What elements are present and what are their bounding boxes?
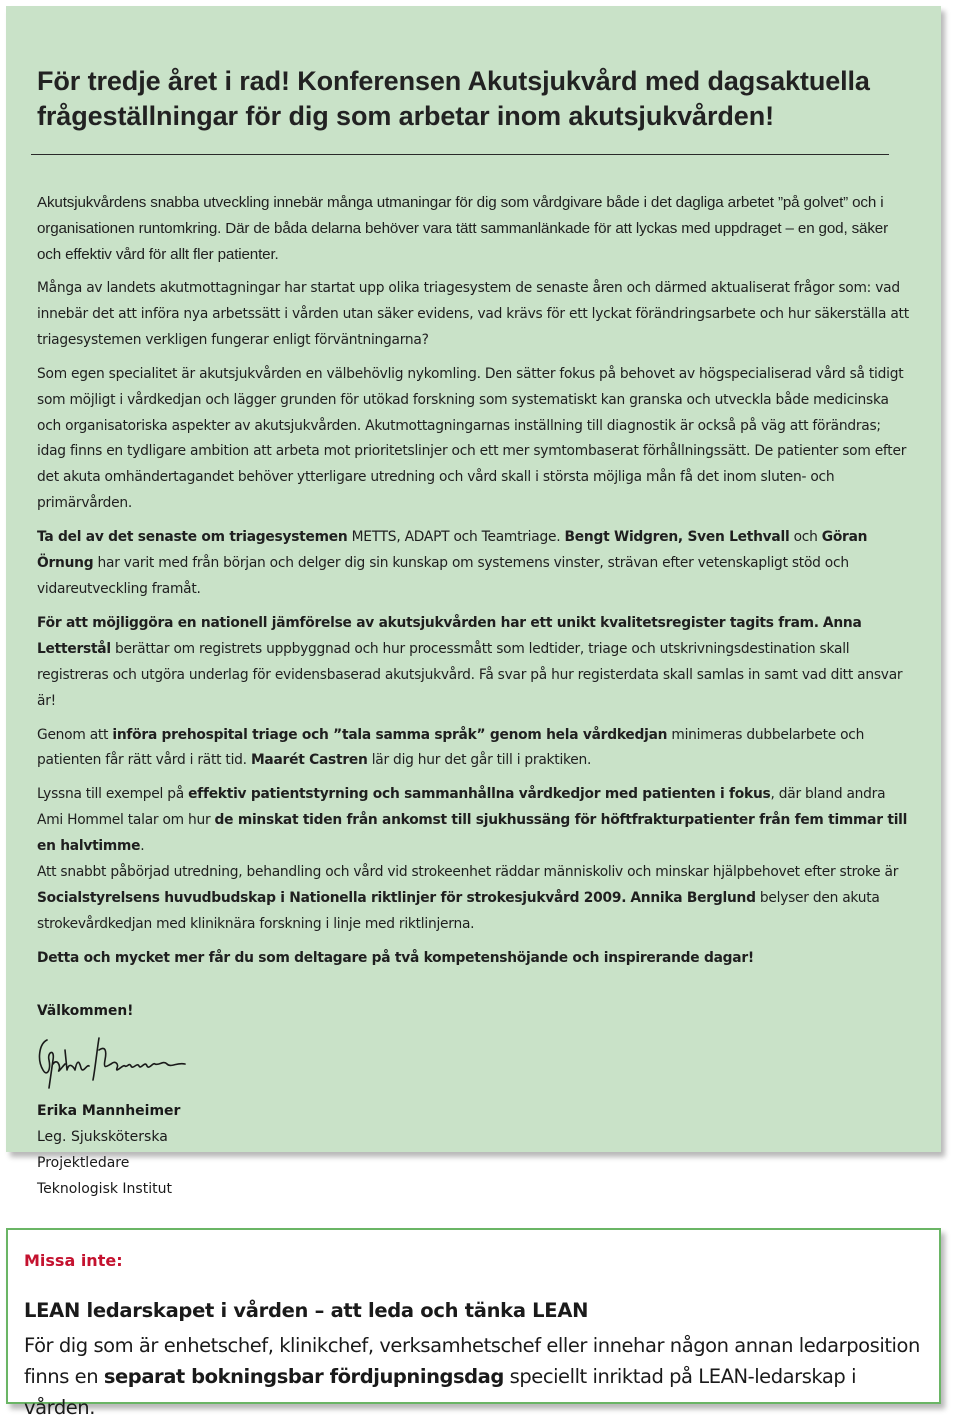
text: minimeras dubbelarbete och patienten får rätt vård i rätt tid. [37, 726, 865, 769]
emphasis: Ta del av det senaste om triagesystemen [37, 529, 348, 546]
headline-line-2: frågeställningar för dig som arbetar inom akutsjukvården! [37, 101, 774, 131]
paragraph-quality-register [37, 611, 911, 715]
text: och [789, 529, 822, 546]
speaker-name: Maarét Castren [250, 752, 368, 769]
text: berättar om registrets uppbyggnad och hur processmått som ledtider, triage och utskrivningsdestination skall registreras och utgöra underlag för evidensbaserad akutsjukvård. Få svar på hur registerdata skall samlas in samt vad ditt ansvar är! [37, 640, 903, 709]
emphasis: effektiv patientstyrning och sammanhållna vårdkedjor med patienten i fokus [188, 786, 771, 803]
text: har varit med från början och delger dig sin kunskap om systemens vinster, strävan efter vetenskapligt stöd och vidareutveckling framåt. [37, 555, 849, 597]
emphasis: För att möjliggöra en nationell jämförelse av akutsjukvården har ett unikt kvalitetsregister tagits fram. [37, 614, 819, 631]
speaker-name: Annika Berglund [630, 889, 756, 906]
text: . [140, 838, 145, 855]
paragraph-patient-flow [37, 782, 911, 860]
signature-image [35, 1030, 195, 1094]
paragraph-prehospital [37, 723, 911, 775]
text: , där bland andra Ami Hommel talar om hur [37, 786, 886, 829]
signatory-organization: Teknologisk Institut [37, 1180, 172, 1197]
text: lär dig hur det går till i praktiken. [367, 752, 592, 769]
text: METTS, ADAPT och Teamtriage. [347, 529, 565, 546]
speaker-names: Bengt Widgren, Sven Lethvall [564, 529, 790, 546]
callout-description [24, 1330, 923, 1423]
signatory-name: Erika Mannheimer [37, 1102, 181, 1119]
text: Lyssna till exempel på [37, 786, 189, 803]
emphasis: Socialstyrelsens huvudbudskap i Nationella riktlinjer för strokesjukvård 2009. [37, 889, 627, 906]
text: För dig som är enhetschef, klinikchef, verksamhetschef eller innehar någon annan ledarposition finns en [24, 1334, 920, 1388]
signatory-role: Projektledare [37, 1154, 130, 1171]
text: belyser den akuta strokevårdkedjan med kliniknära forskning i linje med riktlinjerna. [37, 889, 880, 932]
callout-label: Missa inte: [24, 1251, 123, 1270]
text: Att snabbt påbörjad utredning, behandling och vård vid strokeenhet räddar människoliv och minskar hjälpbehovet efter stroke är [37, 864, 899, 881]
paragraph-triage-speakers [37, 525, 911, 603]
emphasis: separat bokningsbar fördjupningsdag [103, 1365, 504, 1388]
paragraph-summary [37, 946, 911, 972]
callout-box [6, 1228, 941, 1419]
emphasis: de minskat tiden från ankomst till sjukhussäng för höftfrakturpatienter från fem timmar till en halvtimme [37, 812, 908, 855]
text: Genom att [37, 726, 113, 743]
signatory-title: Leg. Sjuksköterska [37, 1128, 168, 1145]
intro-paragraph: Akutsjukvårdens snabba utveckling innebär många utmaningar för dig som vårdgivare både i det dagliga arbetet ”på golvet” och i organisationen runtomkring. Där de båda delarna behöver vara tätt sammanlänkade för att lyckas med uppdraget – en god, säker och effektiv vård för allt fler patienter. [37, 194, 888, 263]
main-panel [6, 6, 941, 1197]
emphasis: Detta och mycket mer får du som deltagare på två kompetenshöjande och inspirerande dagar! [37, 949, 754, 966]
paragraph-triage-question: Många av landets akutmottagningar har startat upp olika triagesystem de senaste åren och därmed aktualiserat frågor som: vad innebär det att införa nya arbetssätt i vården utan säker evidens, vad krävs för ett lyckat förändringsarbete och hur säkerställa att triagesystemen verkligen fungerar enligt förväntningarna? [37, 280, 909, 348]
welcome-text: Välkommen! [37, 1002, 134, 1019]
headline [37, 64, 911, 134]
callout-title: LEAN ledarskapet i vården – att leda och tänka LEAN [24, 1299, 589, 1322]
paragraph-specialty: Som egen specialitet är akutsjukvården en välbehövlig nykomling. Den sätter fokus på behovet av högspecialiserad vård så tidigt som möjligt i vårdkedjan och lägger grunden för utökad forskning som systematiskt kan granska och utveckla både medicinska och organisatoriska aspekter av akutsjukvården. Akutmottagningarnas inställning till diagnostik är också på väg att förändras; idag finns en tydligare ambition att arbeta mot prioritetslinjer och ett mer symtombaserat förhållningssätt. De patienter som efter det akuta omhändertagandet behöver ytterligare utredning och vård skall i största möjliga mån få det inom sluten- och primärvården. [37, 365, 907, 512]
emphasis: införa prehospital triage och ”tala samma språk” genom hela vårdkedjan [112, 726, 668, 743]
speaker-name: Anna Letterstål [37, 614, 862, 657]
paragraph-stroke [37, 860, 911, 938]
text: speciellt inriktad på LEAN-ledarskap i vården. [24, 1365, 857, 1419]
headline-line-1: För tredje året i rad! Konferensen Akutsjukvård med dagsaktuella [37, 66, 870, 96]
divider [31, 154, 889, 155]
speaker-name: Göran Örnung [37, 529, 868, 572]
